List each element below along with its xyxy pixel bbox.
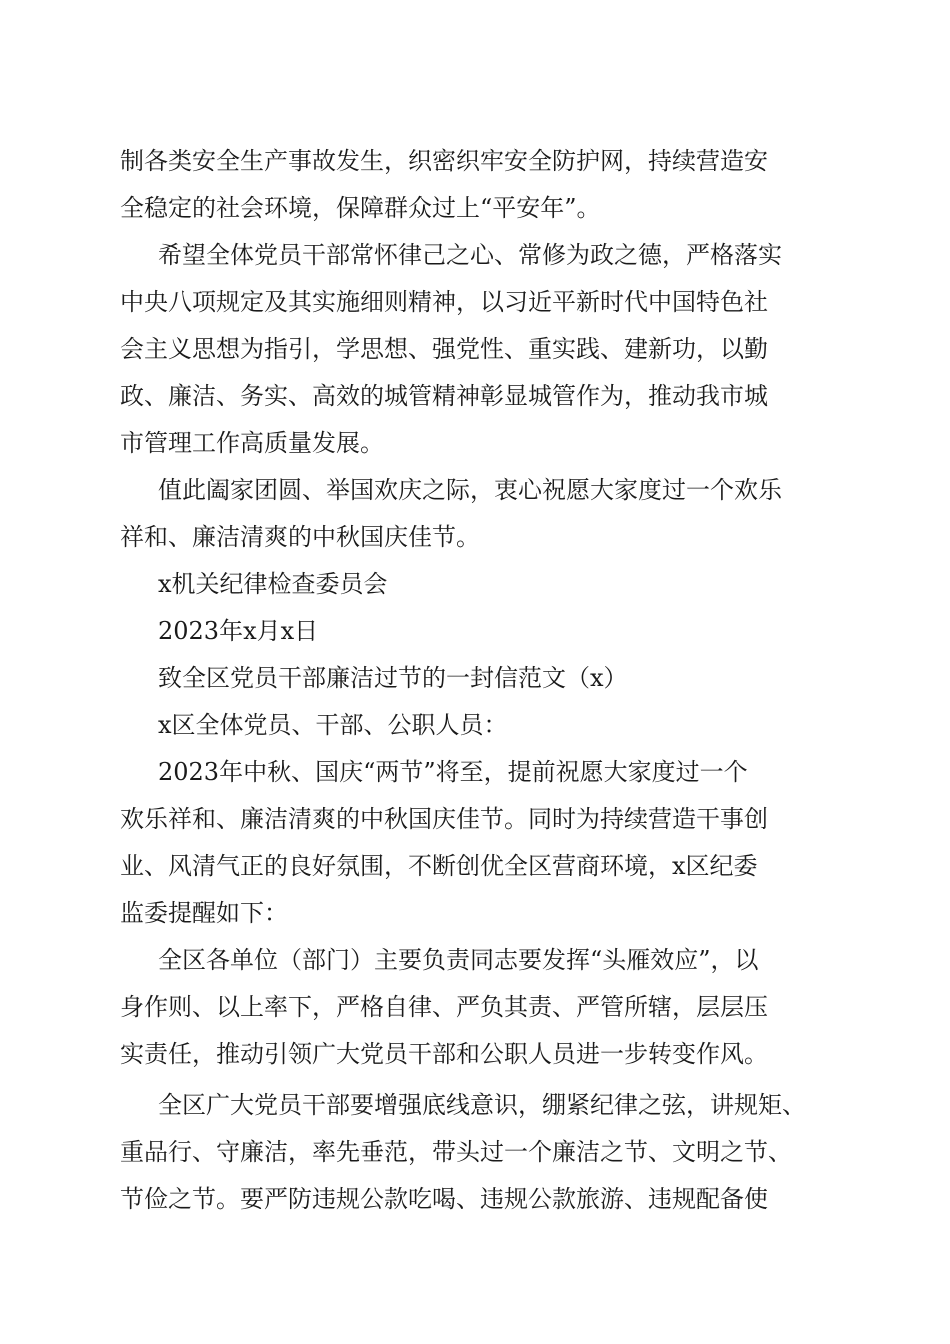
letter-salutation: x区全体党员、干部、公职人员： — [158, 711, 508, 739]
paragraph-start: 希望全体党员干部常怀律己之心、常修为政之德，严格落实 — [158, 241, 782, 269]
text-line: 制各类安全生产事故发生，织密织牢安全防护网，持续营造安 — [120, 147, 768, 175]
paragraph-start: 2023年中秋、国庆“两节”将至，提前祝愿大家度过一个 — [158, 758, 748, 786]
signature-date: 2023年x月x日 — [158, 617, 319, 645]
text-line: 全稳定的社会环境，保障群众过上“平安年”。 — [120, 194, 601, 222]
text-line: 监委提醒如下： — [120, 899, 288, 927]
text-line: 市管理工作高质量发展。 — [120, 429, 384, 457]
text-line: 政、廉洁、务实、高效的城管精神彰显城管作为，推动我市城 — [120, 382, 768, 410]
text-line: 实责任，推动引领广大党员干部和公职人员进一步转变作风。 — [120, 1040, 768, 1068]
text-line: 祥和、廉洁清爽的中秋国庆佳节。 — [120, 523, 480, 551]
text-line: 欢乐祥和、廉洁清爽的中秋国庆佳节。同时为持续营造干事创 — [120, 805, 768, 833]
paragraph-start: 全区各单位（部门）主要负责同志要发挥“头雁效应”，以 — [158, 946, 759, 974]
document-body — [120, 138, 832, 1223]
text-line: 中央八项规定及其实施细则精神，以习近平新时代中国特色社 — [120, 288, 768, 316]
signature-organization: x机关纪律检查委员会 — [158, 570, 388, 598]
text-line: 会主义思想为指引，学思想、强党性、重实践、建新功，以勤 — [120, 335, 768, 363]
text-line: 业、风清气正的良好氛围，不断创优全区营商环境，x区纪委 — [120, 852, 758, 880]
text-line: 节俭之节。要严防违规公款吃喝、违规公款旅游、违规配备使 — [120, 1185, 768, 1213]
text-line: 身作则、以上率下，严格自律、严负其责、严管所辖，层层压 — [120, 993, 768, 1021]
paragraph-start: 值此阖家团圆、举国欢庆之际，衷心祝愿大家度过一个欢乐 — [158, 476, 782, 504]
paragraph-start: 全区广大党员干部要增强底线意识，绷紧纪律之弦，讲规矩、 — [158, 1091, 806, 1119]
text-line: 重品行、守廉洁，率先垂范，带头过一个廉洁之节、文明之节、 — [120, 1138, 792, 1166]
letter-title: 致全区党员干部廉洁过节的一封信范文（x） — [158, 664, 628, 692]
